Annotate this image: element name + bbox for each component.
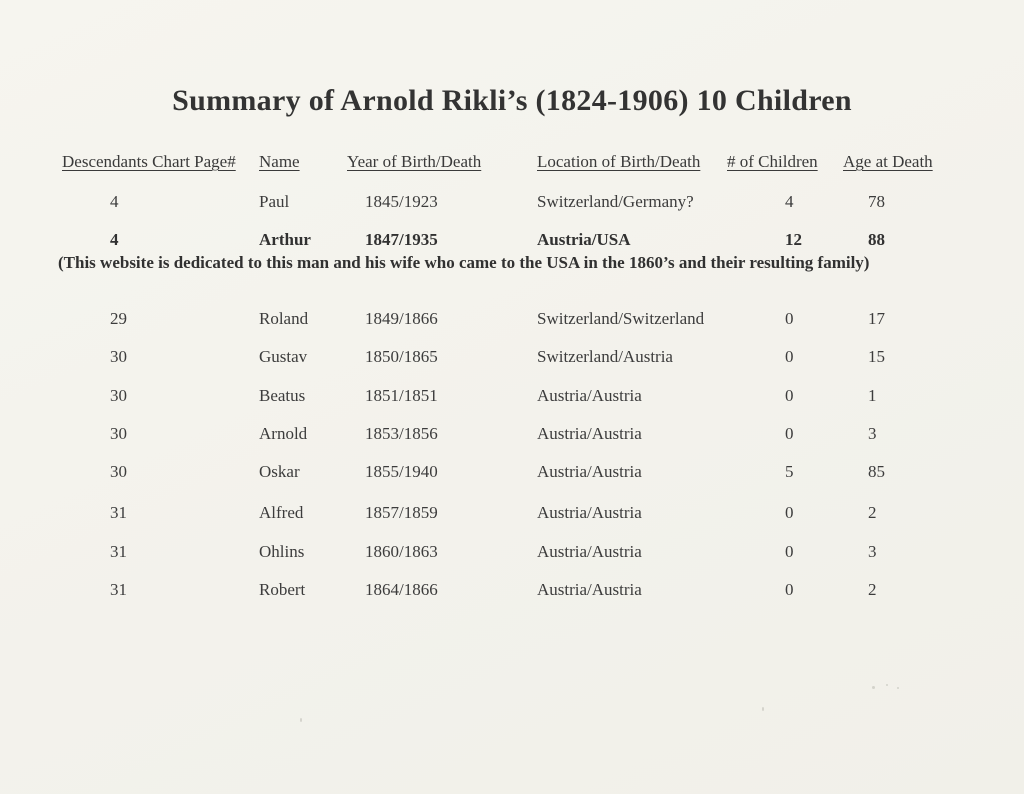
cell-page: 4 bbox=[110, 230, 119, 249]
cell-age: 88 bbox=[868, 230, 885, 249]
cell-age: 1 bbox=[868, 386, 877, 405]
col-header-location-of-birth-death: Location of Birth/Death bbox=[537, 152, 701, 171]
table-row bbox=[62, 191, 962, 213]
cell-name: Ohlins bbox=[259, 542, 305, 561]
cell-age: 3 bbox=[868, 424, 877, 443]
scan-speck bbox=[762, 707, 764, 711]
cell-location: Austria/Austria bbox=[537, 503, 642, 522]
scan-speck bbox=[872, 686, 875, 689]
cell-location: Austria/Austria bbox=[537, 580, 642, 599]
cell-age: 2 bbox=[868, 503, 877, 522]
cell-children: 0 bbox=[785, 309, 794, 328]
cell-year: 1851/1851 bbox=[365, 386, 438, 405]
table-row bbox=[62, 346, 962, 368]
cell-children: 4 bbox=[785, 192, 794, 211]
cell-children: 0 bbox=[785, 347, 794, 366]
dedication-note: (This website is dedicated to this man and his wife who came to the USA in the 1860’s and their resulting family) bbox=[58, 253, 870, 272]
cell-year: 1845/1923 bbox=[365, 192, 438, 211]
cell-name: Robert bbox=[259, 580, 306, 599]
cell-age: 85 bbox=[868, 462, 885, 481]
cell-year: 1857/1859 bbox=[365, 503, 438, 522]
cell-location: Austria/USA bbox=[537, 230, 631, 249]
cell-children: 0 bbox=[785, 542, 794, 561]
cell-age: 2 bbox=[868, 580, 877, 599]
cell-page: 31 bbox=[110, 503, 127, 522]
cell-children: 0 bbox=[785, 580, 794, 599]
table-header-row bbox=[62, 151, 962, 173]
table-row bbox=[62, 229, 962, 251]
cell-name: Arnold bbox=[259, 424, 308, 443]
cell-page: 30 bbox=[110, 424, 127, 443]
cell-children: 12 bbox=[785, 230, 802, 249]
cell-name: Roland bbox=[259, 309, 309, 328]
cell-location: Switzerland/Austria bbox=[537, 347, 673, 366]
cell-age: 17 bbox=[868, 309, 885, 328]
col-header-name: Name bbox=[259, 152, 300, 171]
table-row bbox=[62, 423, 962, 445]
cell-location: Switzerland/Germany? bbox=[537, 192, 694, 211]
cell-year: 1849/1866 bbox=[365, 309, 438, 328]
cell-page: 29 bbox=[110, 309, 127, 328]
table-row bbox=[62, 541, 962, 563]
cell-year: 1853/1856 bbox=[365, 424, 438, 443]
cell-name: Paul bbox=[259, 192, 290, 211]
scan-speck bbox=[300, 718, 302, 722]
cell-children: 0 bbox=[785, 424, 794, 443]
cell-page: 30 bbox=[110, 347, 127, 366]
cell-location: Switzerland/Switzerland bbox=[537, 309, 705, 328]
cell-name: Gustav bbox=[259, 347, 308, 366]
cell-age: 15 bbox=[868, 347, 885, 366]
cell-page: 31 bbox=[110, 580, 127, 599]
page-title: Summary of Arnold Rikli’s (1824-1906) 10 Children bbox=[172, 84, 852, 117]
col-header-age-at-death: Age at Death bbox=[843, 152, 933, 171]
table-row bbox=[62, 579, 962, 601]
cell-age: 3 bbox=[868, 542, 877, 561]
cell-page: 31 bbox=[110, 542, 127, 561]
cell-location: Austria/Austria bbox=[537, 386, 642, 405]
cell-year: 1864/1866 bbox=[365, 580, 438, 599]
table-row bbox=[62, 385, 962, 407]
cell-year: 1850/1865 bbox=[365, 347, 438, 366]
cell-name: Beatus bbox=[259, 386, 306, 405]
col-header-descendants-chart-page: Descendants Chart Page# bbox=[62, 152, 236, 171]
col-header-year-of-birth-death: Year of Birth/Death bbox=[347, 152, 482, 171]
cell-page: 4 bbox=[110, 192, 119, 211]
cell-name: Alfred bbox=[259, 503, 304, 522]
cell-name: Oskar bbox=[259, 462, 300, 481]
table-row bbox=[62, 502, 962, 524]
cell-age: 78 bbox=[868, 192, 885, 211]
table-row bbox=[62, 461, 962, 483]
scan-speck bbox=[897, 687, 899, 689]
cell-children: 5 bbox=[785, 462, 794, 481]
table-row bbox=[62, 308, 962, 330]
cell-name: Arthur bbox=[259, 230, 311, 249]
cell-page: 30 bbox=[110, 386, 127, 405]
cell-location: Austria/Austria bbox=[537, 424, 642, 443]
cell-year: 1847/1935 bbox=[365, 230, 438, 249]
cell-year: 1855/1940 bbox=[365, 462, 438, 481]
cell-location: Austria/Austria bbox=[537, 462, 642, 481]
cell-page: 30 bbox=[110, 462, 127, 481]
cell-children: 0 bbox=[785, 503, 794, 522]
scan-speck bbox=[886, 684, 888, 686]
cell-year: 1860/1863 bbox=[365, 542, 438, 561]
cell-children: 0 bbox=[785, 386, 794, 405]
cell-location: Austria/Austria bbox=[537, 542, 642, 561]
col-header-number-of-children: # of Children bbox=[727, 152, 818, 171]
